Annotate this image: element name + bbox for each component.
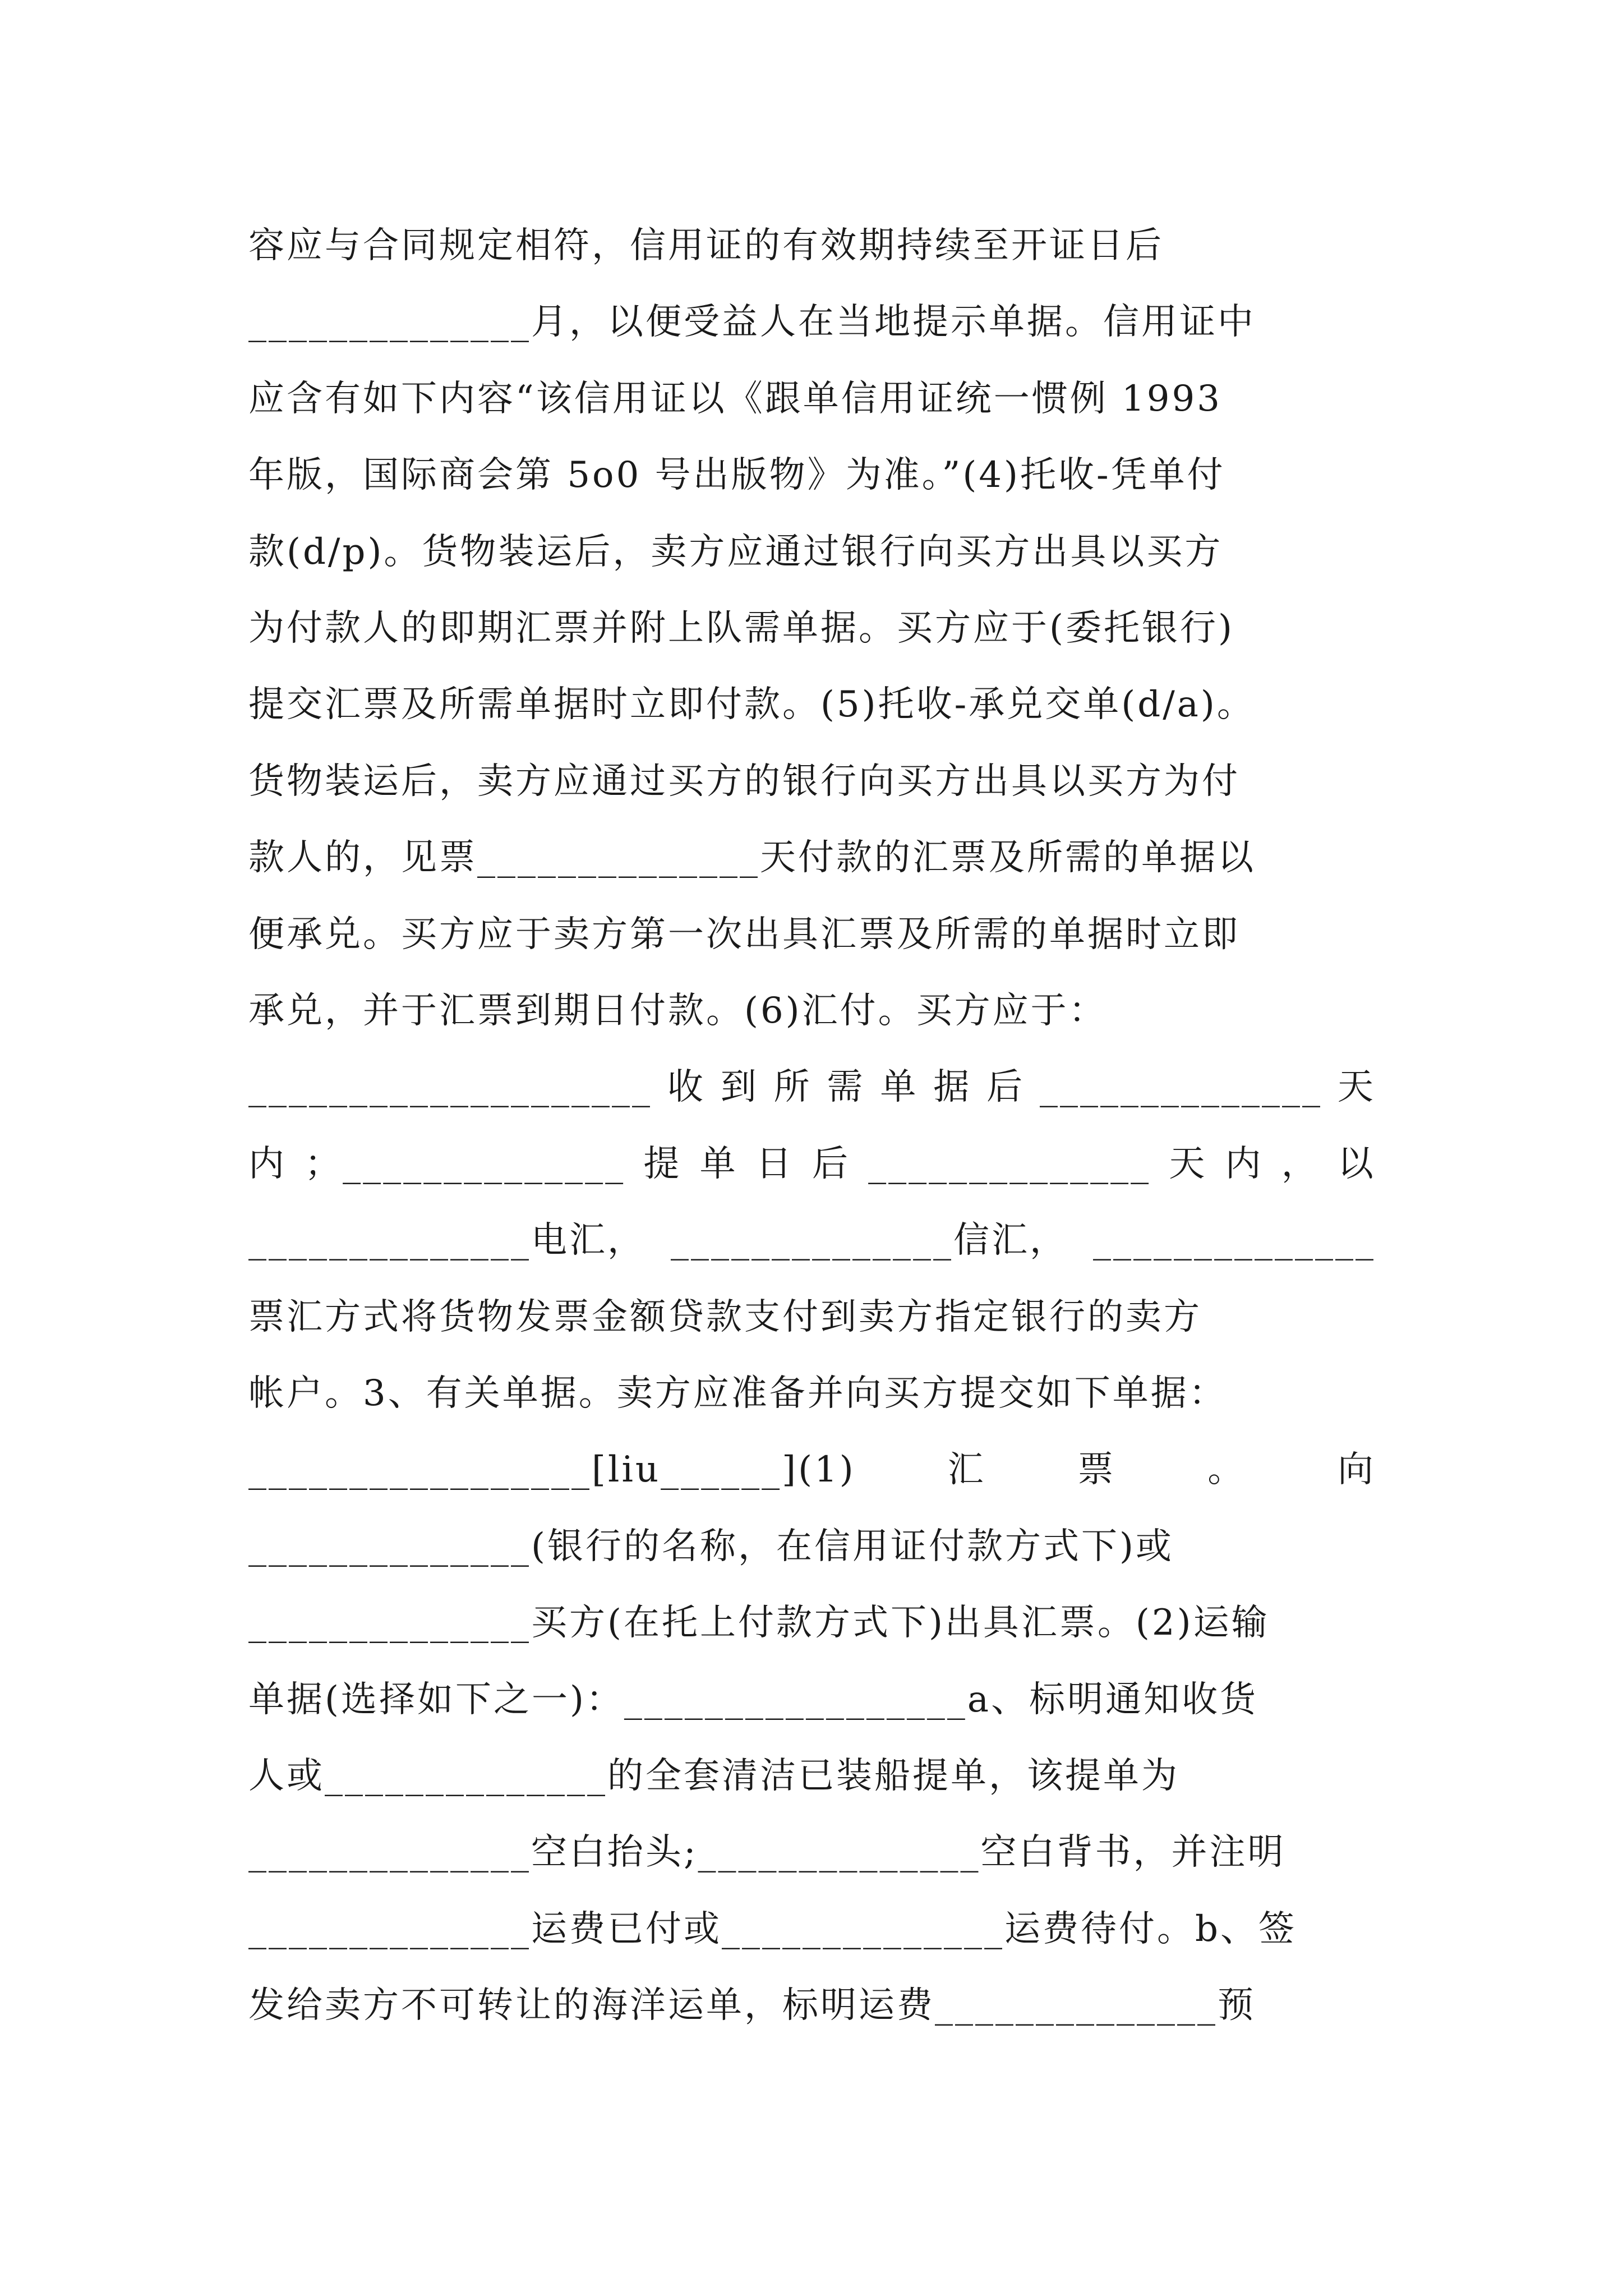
text-segment: 需 xyxy=(827,1066,865,1108)
text-segment: 后 xyxy=(986,1066,1025,1108)
text-line: ______________买方(在托上付款方式下)出具汇票。(2)运输 xyxy=(248,1602,1270,1644)
text-segment: ；______________ xyxy=(305,1143,626,1185)
text-segment: 天 xyxy=(1337,1066,1376,1108)
text-segment: 日 xyxy=(755,1143,794,1185)
text-line: 容应与合同规定相符，信用证的有效期持续至开证日后 xyxy=(248,225,1164,266)
text-line xyxy=(248,1202,1376,1278)
text-segment: ____________________ xyxy=(248,1066,652,1108)
text-segment: ______________ xyxy=(868,1143,1151,1185)
text-line: 单据(选择如下之一)：_________________a、标明通知收货 xyxy=(248,1678,1258,1720)
text-line: ______________运费已付或______________运费待付。b、签 xyxy=(248,1908,1297,1950)
text-line: 为付款人的即期汇票并附上队需单据。买方应于(委托银行) xyxy=(248,608,1234,649)
text-line: 发给卖方不可转让的海洋运单，标明运费______________预 xyxy=(248,1985,1256,2027)
text-line: 便承兑。买方应于卖方第一次出具汇票及所需的单据时立即 xyxy=(248,913,1240,955)
text-segment: 以 xyxy=(1337,1143,1376,1185)
text-segment: 内 xyxy=(248,1143,287,1185)
text-line: 年版，国际商会第 5o0 号出版物》为准。”(4)托收-凭单付 xyxy=(248,454,1225,496)
text-line: 应含有如下内容“该信用证以《跟单信用证统一惯例 1993 xyxy=(248,378,1222,420)
text-segment: 向 xyxy=(1338,1449,1376,1491)
text-segment: ______________ xyxy=(1093,1220,1376,1262)
text-segment: ， xyxy=(1281,1143,1320,1185)
text-segment: 单 xyxy=(699,1143,738,1185)
text-segment: ______________电汇， xyxy=(248,1220,645,1262)
text-line xyxy=(248,1049,1376,1125)
text-line xyxy=(248,1126,1376,1202)
text-line: 票汇方式将货物发票金额贷款支付到卖方指定银行的卖方 xyxy=(248,1296,1202,1338)
text-segment: 。 xyxy=(1207,1449,1246,1491)
text-line: 承兑，并于汇票到期日付款。(6)汇付。买方应于： xyxy=(248,990,1107,1032)
text-line: 帐户。3、有关单据。卖方应准备并向买方提交如下单据： xyxy=(248,1373,1227,1414)
text-segment: 据 xyxy=(933,1066,972,1108)
text-segment: ______________信汇， xyxy=(671,1220,1068,1262)
text-segment: 后 xyxy=(811,1143,850,1185)
text-segment: 到 xyxy=(720,1066,759,1108)
text-line: 人或______________的全套清洁已装船提单，该提单为 xyxy=(248,1755,1179,1797)
text-segment: 天 xyxy=(1169,1143,1207,1185)
text-line: 款(d/p)。货物装运后，卖方应通过银行向买方出具以买方 xyxy=(248,531,1223,573)
text-segment: _________________[liu______](1) xyxy=(248,1449,856,1491)
text-line xyxy=(248,1432,1376,1508)
text-segment: 所 xyxy=(773,1066,812,1108)
text-segment: 提 xyxy=(643,1143,682,1185)
text-line: 货物装运后，卖方应通过买方的银行向买方出具以买方为付 xyxy=(248,760,1240,802)
text-segment: 内 xyxy=(1225,1143,1264,1185)
text-segment: ______________ xyxy=(1040,1066,1322,1108)
text-line: 款人的，见票______________天付款的汇票及所需的单据以 xyxy=(248,837,1256,879)
text-segment: 收 xyxy=(667,1066,706,1108)
text-line: ______________月，以便受益人在当地提示单据。信用证中 xyxy=(248,301,1256,343)
text-segment: 汇 xyxy=(947,1449,986,1491)
text-segment: 票 xyxy=(1077,1449,1116,1491)
text-line: 提交汇票及所需单据时立即付款。(5)托收-承兑交单(d/a)。 xyxy=(248,684,1255,726)
text-line: ______________(银行的名称，在信用证付款方式下)或 xyxy=(248,1525,1174,1567)
text-line: ______________空白抬头;______________空白背书，并注明 xyxy=(248,1832,1286,1874)
text-segment: 单 xyxy=(880,1066,919,1108)
